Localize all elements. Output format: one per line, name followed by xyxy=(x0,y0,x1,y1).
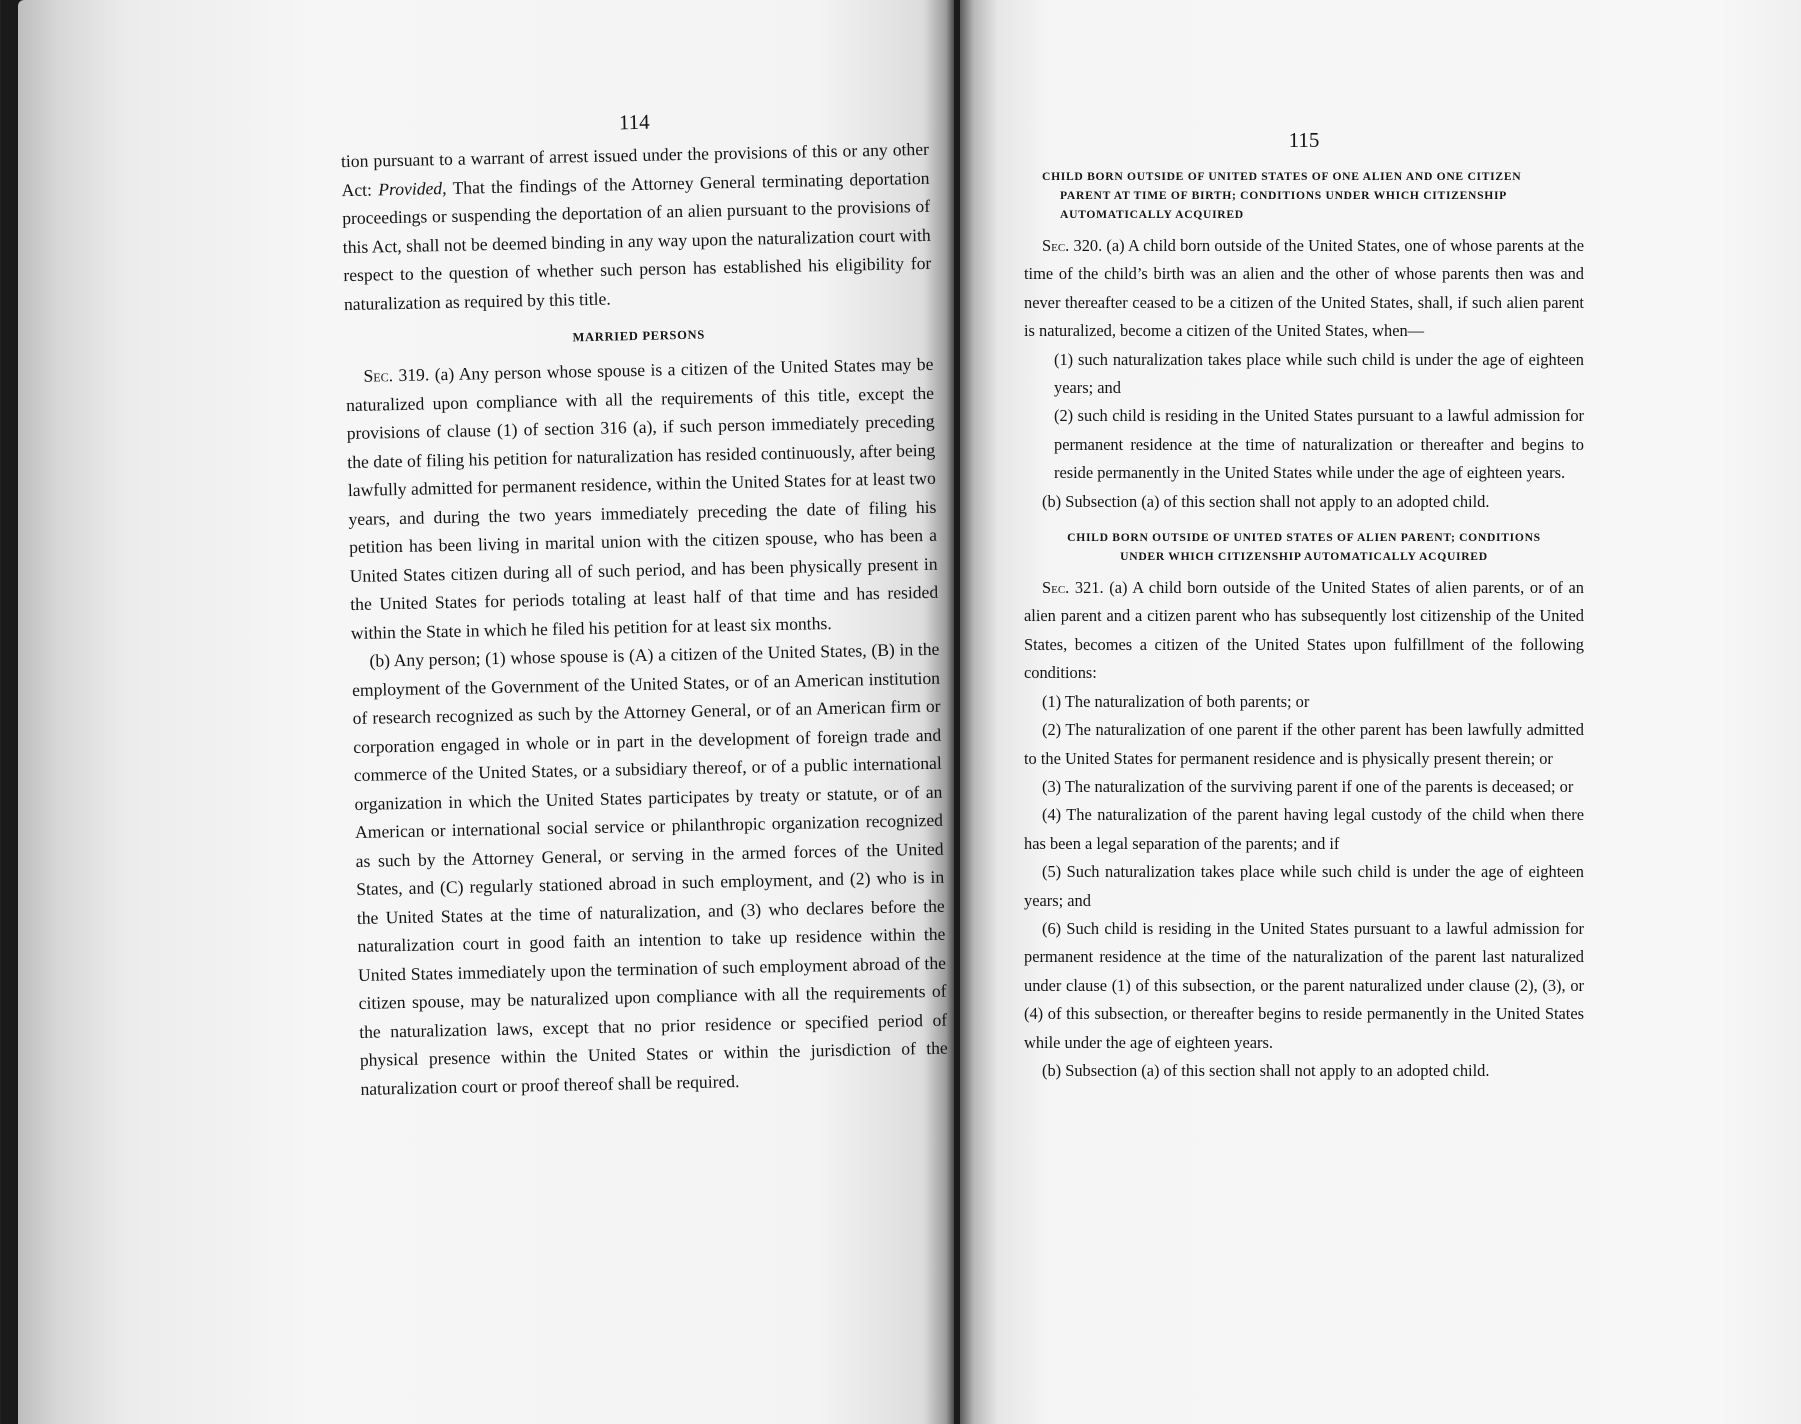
left-page-content xyxy=(340,104,949,1103)
sec-321-label: Sec. 321. xyxy=(1042,578,1104,598)
sec-321-heading xyxy=(1024,528,1584,566)
sec-320-label: Sec. 320. xyxy=(1042,236,1103,255)
right-page-content xyxy=(1024,128,1584,1085)
sec-319-label: Sec. 319. xyxy=(363,364,430,386)
left-page xyxy=(18,0,954,1424)
sec-320-b-paragraph: (b) Subsection (a) of this section shall not apply to an adopted child. xyxy=(1042,491,1490,511)
sec-320-heading xyxy=(1024,167,1584,224)
sec-319-b-paragraph: (b) Any person; (1) whose spouse is (A) a citizen of the United States, (B) in the employment of the Government of the United States, or of an American institution of research recognized as such by the Attorney General, or of an American firm or corporation engaged in whole or in part in the development of foreign trade and commerce of the United States, or a subsidiary thereof, or of a public international organization in which the United States participates by treaty or statute, or of an American or international social service or philanthropic organization recognized as such by the Attorney General, or serving in the armed forces of the United States, and (C) regularly stationed abroad in such employment, and (2) who is in the United States at the time of naturalization, and (3) who declares before the naturalization court in good faith an intention to take up residence within the United States immediately upon the termination of such employment abroad of the citizen spouse, may be naturalized upon compliance with all the requirements of the naturalization laws, except that no prior residence or specified period of physical presence within the United States or within the jurisdiction of the naturalization court or proof thereof shall be required. xyxy=(351,638,948,1099)
married-persons-heading: MARRIED PERSONS xyxy=(572,327,706,345)
sec-321-a-text: (a) A child born outside of the United States of alien parents, or of an alien parent and a citizen parent who has subsequently lost citizenship of the United States, becomes a citizen of the United States upon fulfillment of the following conditions: xyxy=(1024,578,1584,683)
sec-321-clause-6: (6) Such child is residing in the United States pursuant to a lawful admission for permanent residence at the time of the naturalization of the parent last naturalized under clause (1) of this subsection, or the parent naturalized under clause (2), (3), or (4) of this subsection, or thereafter begins to reside permanently in the United States while under the age of eighteen years. xyxy=(1024,918,1584,1052)
sec-321-clause-2: (2) The naturalization of one parent if the other parent has been lawfully admitted to the United States for permanent residence and is physically present therein; or xyxy=(1024,720,1584,768)
left-p1-part-a: tion pursuant to a warrant of arrest issued under the provisions of this or any other Act: xyxy=(340,138,930,200)
left-paragraph-continuation xyxy=(341,135,932,318)
sec-320-heading-line-2: PARENT AT TIME OF BIRTH; CONDITIONS UNDER WHICH CITIZENSHIP xyxy=(1060,189,1507,202)
sec-319-a-text: (a) Any person whose spouse is a citizen of the United States may be naturalized upon compliance with all the requirements of this title, except the provisions of clause (1) of section 316 (a), if such person immediately preceding the date of filing his petition for naturalization has resided continuously, after being lawfully admitted for permanent residence, within the United States for at least two years, and during the two years immediately preceding the date of filing his petition has been living in marital union with the citizen spouse, who has been a United States citizen during all of such period, and has been physically present in the United States for periods totaling at least half of that time and has resided within the State in which he filed his petition for at least six months. xyxy=(345,353,939,643)
right-page xyxy=(960,0,1801,1424)
sec-320-heading-line-3: AUTOMATICALLY ACQUIRED xyxy=(1060,208,1244,221)
left-p1-provided: Provided, xyxy=(378,177,447,199)
sec-320-a-clause-2: (2) such child is residing in the United States pursuant to a lawful admission for permanent residence at the time of naturalization or thereafter and begins to reside permanently in the United States while under the age of eighteen years. xyxy=(1054,406,1584,483)
sec-320-a-clause-1: (1) such naturalization takes place while such child is under the age of eighteen years; and xyxy=(1054,349,1584,398)
sec-321-heading-line-2: UNDER WHICH CITIZENSHIP AUTOMATICALLY ACQUIRED xyxy=(1120,550,1488,564)
left-page-number: 114 xyxy=(618,109,650,135)
sec-321-heading-line-1: CHILD BORN OUTSIDE OF UNITED STATES OF ALIEN PARENT; CONDITIONS xyxy=(1067,531,1541,545)
sec-320-a-text: (a) A child born outside of the United States, one of whose parents at the time of the child’s birth was an alien and the other of whose parents then was and never thereafter ceased to be a citizen of the United States, shall, if such alien parent is naturalized, become a citizen of the United States, when— xyxy=(1024,236,1584,341)
sec-319-a-paragraph xyxy=(345,350,939,647)
sec-320-heading-line-1: CHILD BORN OUTSIDE OF UNITED STATES OF ONE ALIEN AND ONE CITIZEN xyxy=(1042,170,1522,183)
right-page-number: 115 xyxy=(1288,128,1320,152)
sec-321-clause-5: (5) Such naturalization takes place while such child is under the age of eighteen years; and xyxy=(1024,862,1584,910)
sec-320-a-paragraph xyxy=(1024,232,1584,346)
sec-321-clause-1: (1) The naturalization of both parents; or xyxy=(1042,691,1310,711)
sec-321-clause-3: (3) The naturalization of the surviving parent if one of the parents is deceased; or xyxy=(1042,776,1574,796)
left-p1-part-b: That the findings of the Attorney General terminating deportation proceedings or suspending the deportation of an alien pursuant to the provisions of this Act, shall not be deemed binding in any way upon the naturalization court with respect to the question of whether such person has established his eligibility for naturalization as required by this title. xyxy=(341,167,932,314)
sec-321-a-paragraph xyxy=(1024,574,1584,688)
sec-321-b-paragraph: (b) Subsection (a) of this section shall not apply to an adopted child. xyxy=(1042,1060,1490,1080)
sec-321-clause-4: (4) The naturalization of the parent having legal custody of the child when there has been a legal separation of the parents; and if xyxy=(1024,805,1584,853)
